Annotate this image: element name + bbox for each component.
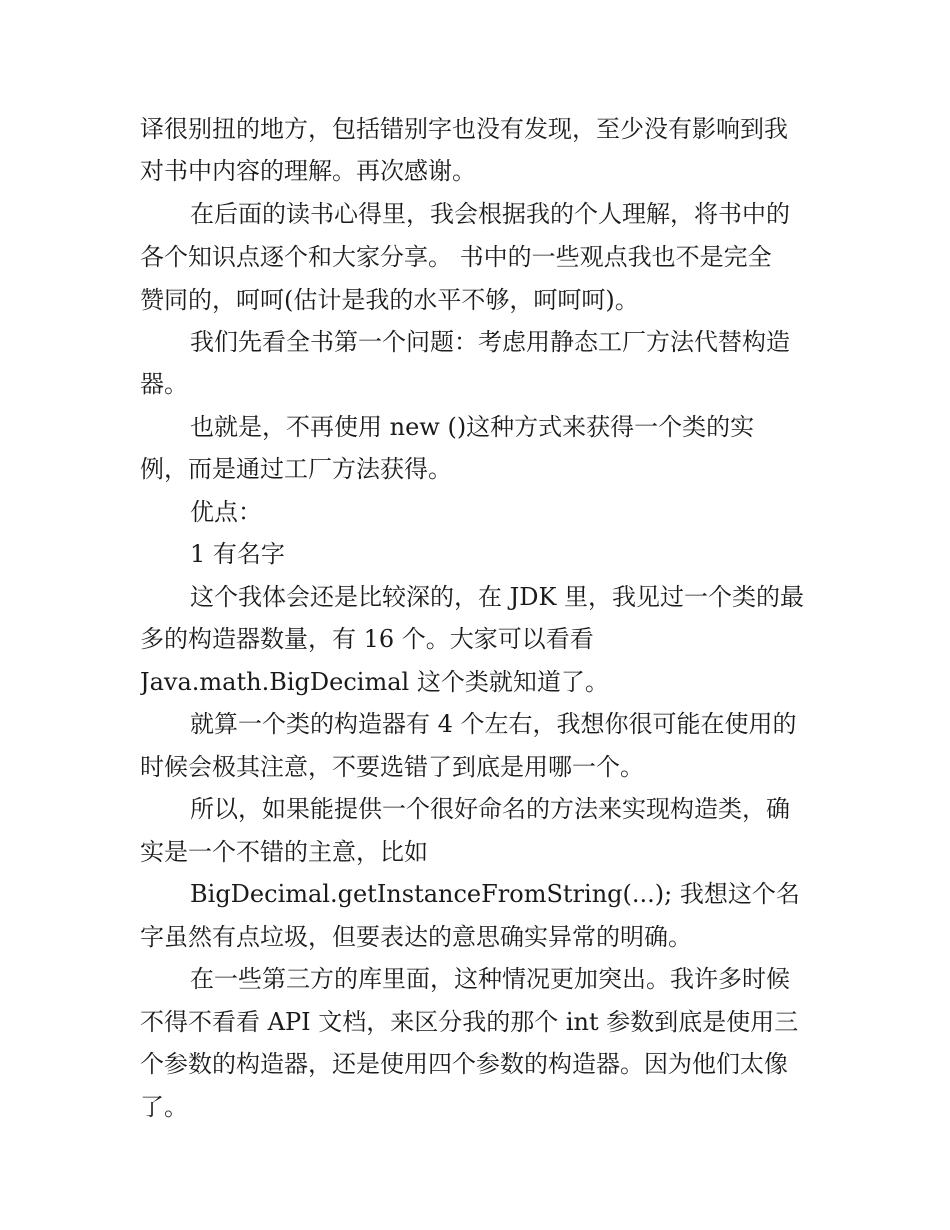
text-line: 赞同的，呵呵(估计是我的水平不够，呵呵呵)。 <box>140 286 639 314</box>
text-line: 各个知识点逐个和大家分享。 书中的一些观点我也不是完全 <box>140 243 772 271</box>
text-line: 器。 <box>140 370 188 398</box>
text-line: 译很别扭的地方，包括错别字也没有发现，至少没有影响到我 <box>140 115 788 143</box>
text-line: 例，而是通过工厂方法获得。 <box>140 455 452 483</box>
text-line: 在一些第三方的库里面，这种情况更加突出。我许多时候 <box>190 965 790 993</box>
text-line: BigDecimal.getInstanceFromString(...); 我想这个名 <box>190 880 800 908</box>
text-line: 不得不看看 API 文档，来区分我的那个 int 参数到底是使用三 <box>140 1008 799 1036</box>
text-line: 多的构造器数量，有 16 个。大家可以看看 <box>140 625 594 653</box>
text-line: 字虽然有点垃圾，但要表达的意思确实异常的明确。 <box>140 923 692 951</box>
text-line: 这个我体会还是比较深的，在 JDK 里，我见过一个类的最 <box>190 583 805 611</box>
text-line: 也就是，不再使用 new ()这种方式来获得一个类的实 <box>190 413 755 441</box>
text-line: 个参数的构造器，还是使用四个参数的构造器。因为他们太像 <box>140 1050 788 1078</box>
text-line: 我们先看全书第一个问题：考虑用静态工厂方法代替构造 <box>190 328 790 356</box>
text-line: Java.math.BigDecimal 这个类就知道了。 <box>140 668 609 696</box>
text-line: 就算一个类的构造器有 4 个左右，我想你很可能在使用的 <box>190 710 797 738</box>
text-line: 对书中内容的理解。再次感谢。 <box>140 157 476 185</box>
text-line: 所以，如果能提供一个很好命名的方法来实现构造类，确 <box>190 795 790 823</box>
text-line: 1 有名字 <box>190 540 285 568</box>
text-line: 实是一个不错的主意，比如 <box>140 838 428 866</box>
text-line: 了。 <box>140 1093 188 1121</box>
text-line: 优点： <box>190 498 262 526</box>
text-line: 在后面的读书心得里，我会根据我的个人理解，将书中的 <box>190 200 790 228</box>
text-line: 时候会极其注意，不要选错了到底是用哪一个。 <box>140 753 644 781</box>
